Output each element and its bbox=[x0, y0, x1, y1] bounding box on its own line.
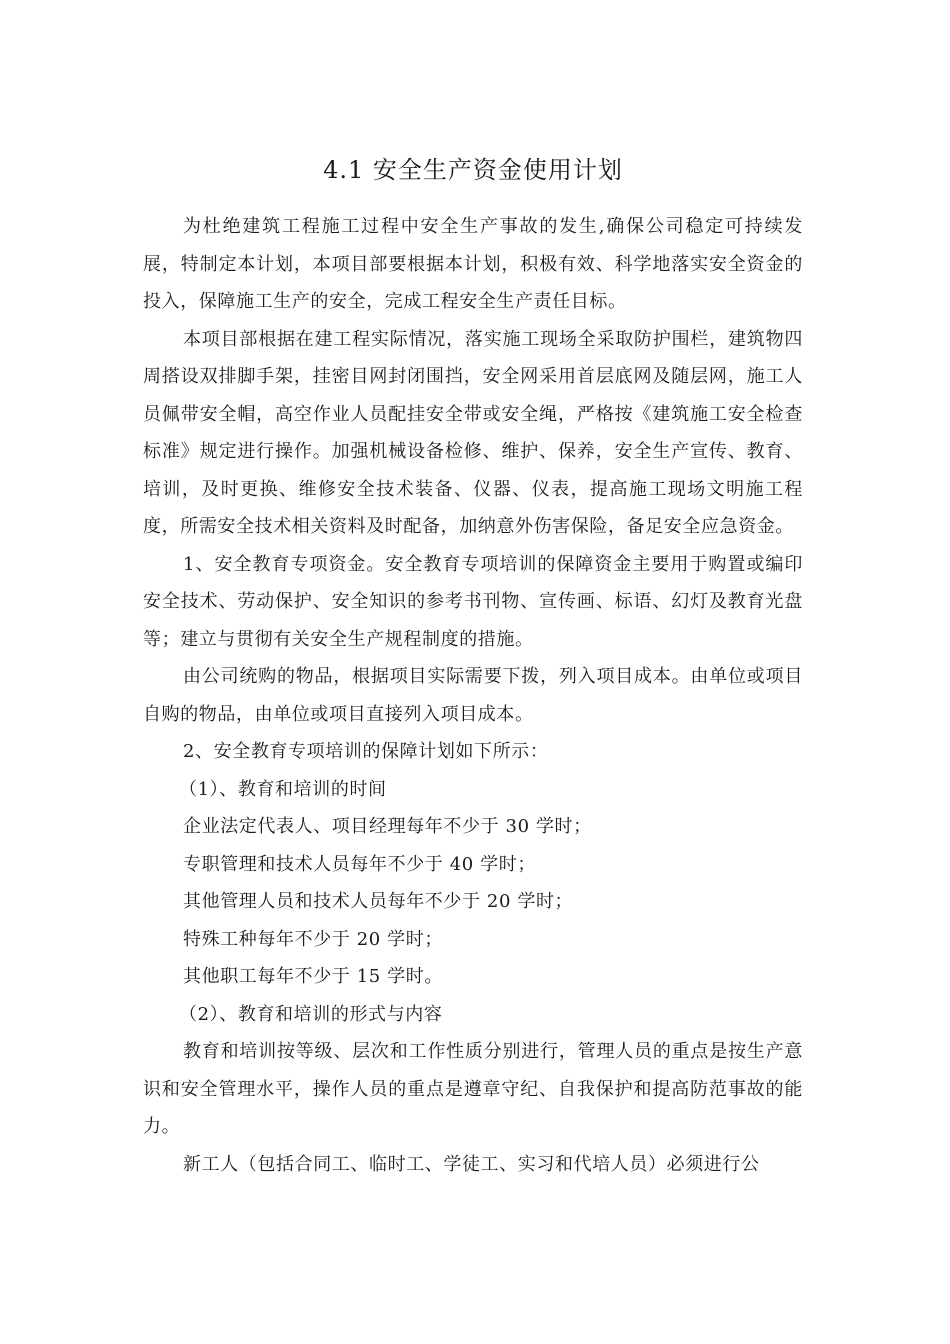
paragraph-training-focus: 教育和培训按等级、层次和工作性质分别进行，管理人员的重点是按生产意识和安全管理水平，操作人员的重点是遵章守纪、自我保护和提高防范事故的能力。 bbox=[143, 1041, 803, 1137]
list-item: 特殊工种每年不少于 20 学时； bbox=[183, 928, 443, 950]
section-heading-training-time: （1）、教育和培训的时间 bbox=[179, 778, 387, 800]
document-title: 4.1 安全生产资金使用计划 bbox=[323, 156, 623, 184]
paragraph-training-plan: 2、安全教育专项培训的保障计划如下所示： bbox=[183, 741, 549, 762]
paragraph-education-fund: 1、安全教育专项资金。安全教育专项培训的保障资金主要用于购置或编印安全技术、劳动保护、安全知识的参考书刊物、宣传画、标语、幻灯及教育光盘等；建立与贯彻有关安全生产规程制度的措施。 bbox=[143, 553, 803, 650]
paragraph-procurement: 由公司统购的物品，根据项目实际需要下拨，列入项目成本。由单位或项目自购的物品，由单位或项目直接列入项目成本。 bbox=[143, 666, 803, 725]
list-item: 其他管理人员和技术人员每年不少于 20 学时； bbox=[183, 891, 574, 912]
list-item: 企业法定代表人、项目经理每年不少于 30 学时； bbox=[183, 816, 592, 837]
section-heading-training-form: （2）、教育和培训的形式与内容 bbox=[179, 1003, 443, 1025]
list-item: 专职管理和技术人员每年不少于 40 学时； bbox=[183, 853, 536, 875]
paragraph-new-workers: 新工人（包括合同工、临时工、学徒工、实习和代培人员）必须进行公 bbox=[183, 1153, 760, 1175]
list-item: 其他职工每年不少于 15 学时。 bbox=[183, 966, 443, 987]
document-page bbox=[143, 150, 803, 1183]
paragraph-purpose: 为杜绝建筑工程施工过程中安全生产事故的发生,确保公司稳定可持续发展，特制定本计划，本项目部要根据本计划，积极有效、科学地落实安全资金的投入，保障施工生产的安全，完成工程安全生产责任目标。 bbox=[143, 216, 803, 312]
paragraph-site-measures: 本项目部根据在建工程实际情况，落实施工现场全采取防护围栏，建筑物四周搭设双排脚手架，挂密目网封闭围挡，安全网采用首层底网及随层网，施工人员佩带安全帽，高空作业人员配挂安全带或安全绳，严格按《建筑施工安全检查标准》规定进行操作。加强机械设备检修、维护、保养，安全生产宣传、教育、培训，及时更换、维修安全技术装备、仪器、仪表，提高施工现场文明施工程度，所需安全技术相关资料及时配备，加纳意外伤害保险，备足安全应急资金。 bbox=[143, 328, 803, 537]
